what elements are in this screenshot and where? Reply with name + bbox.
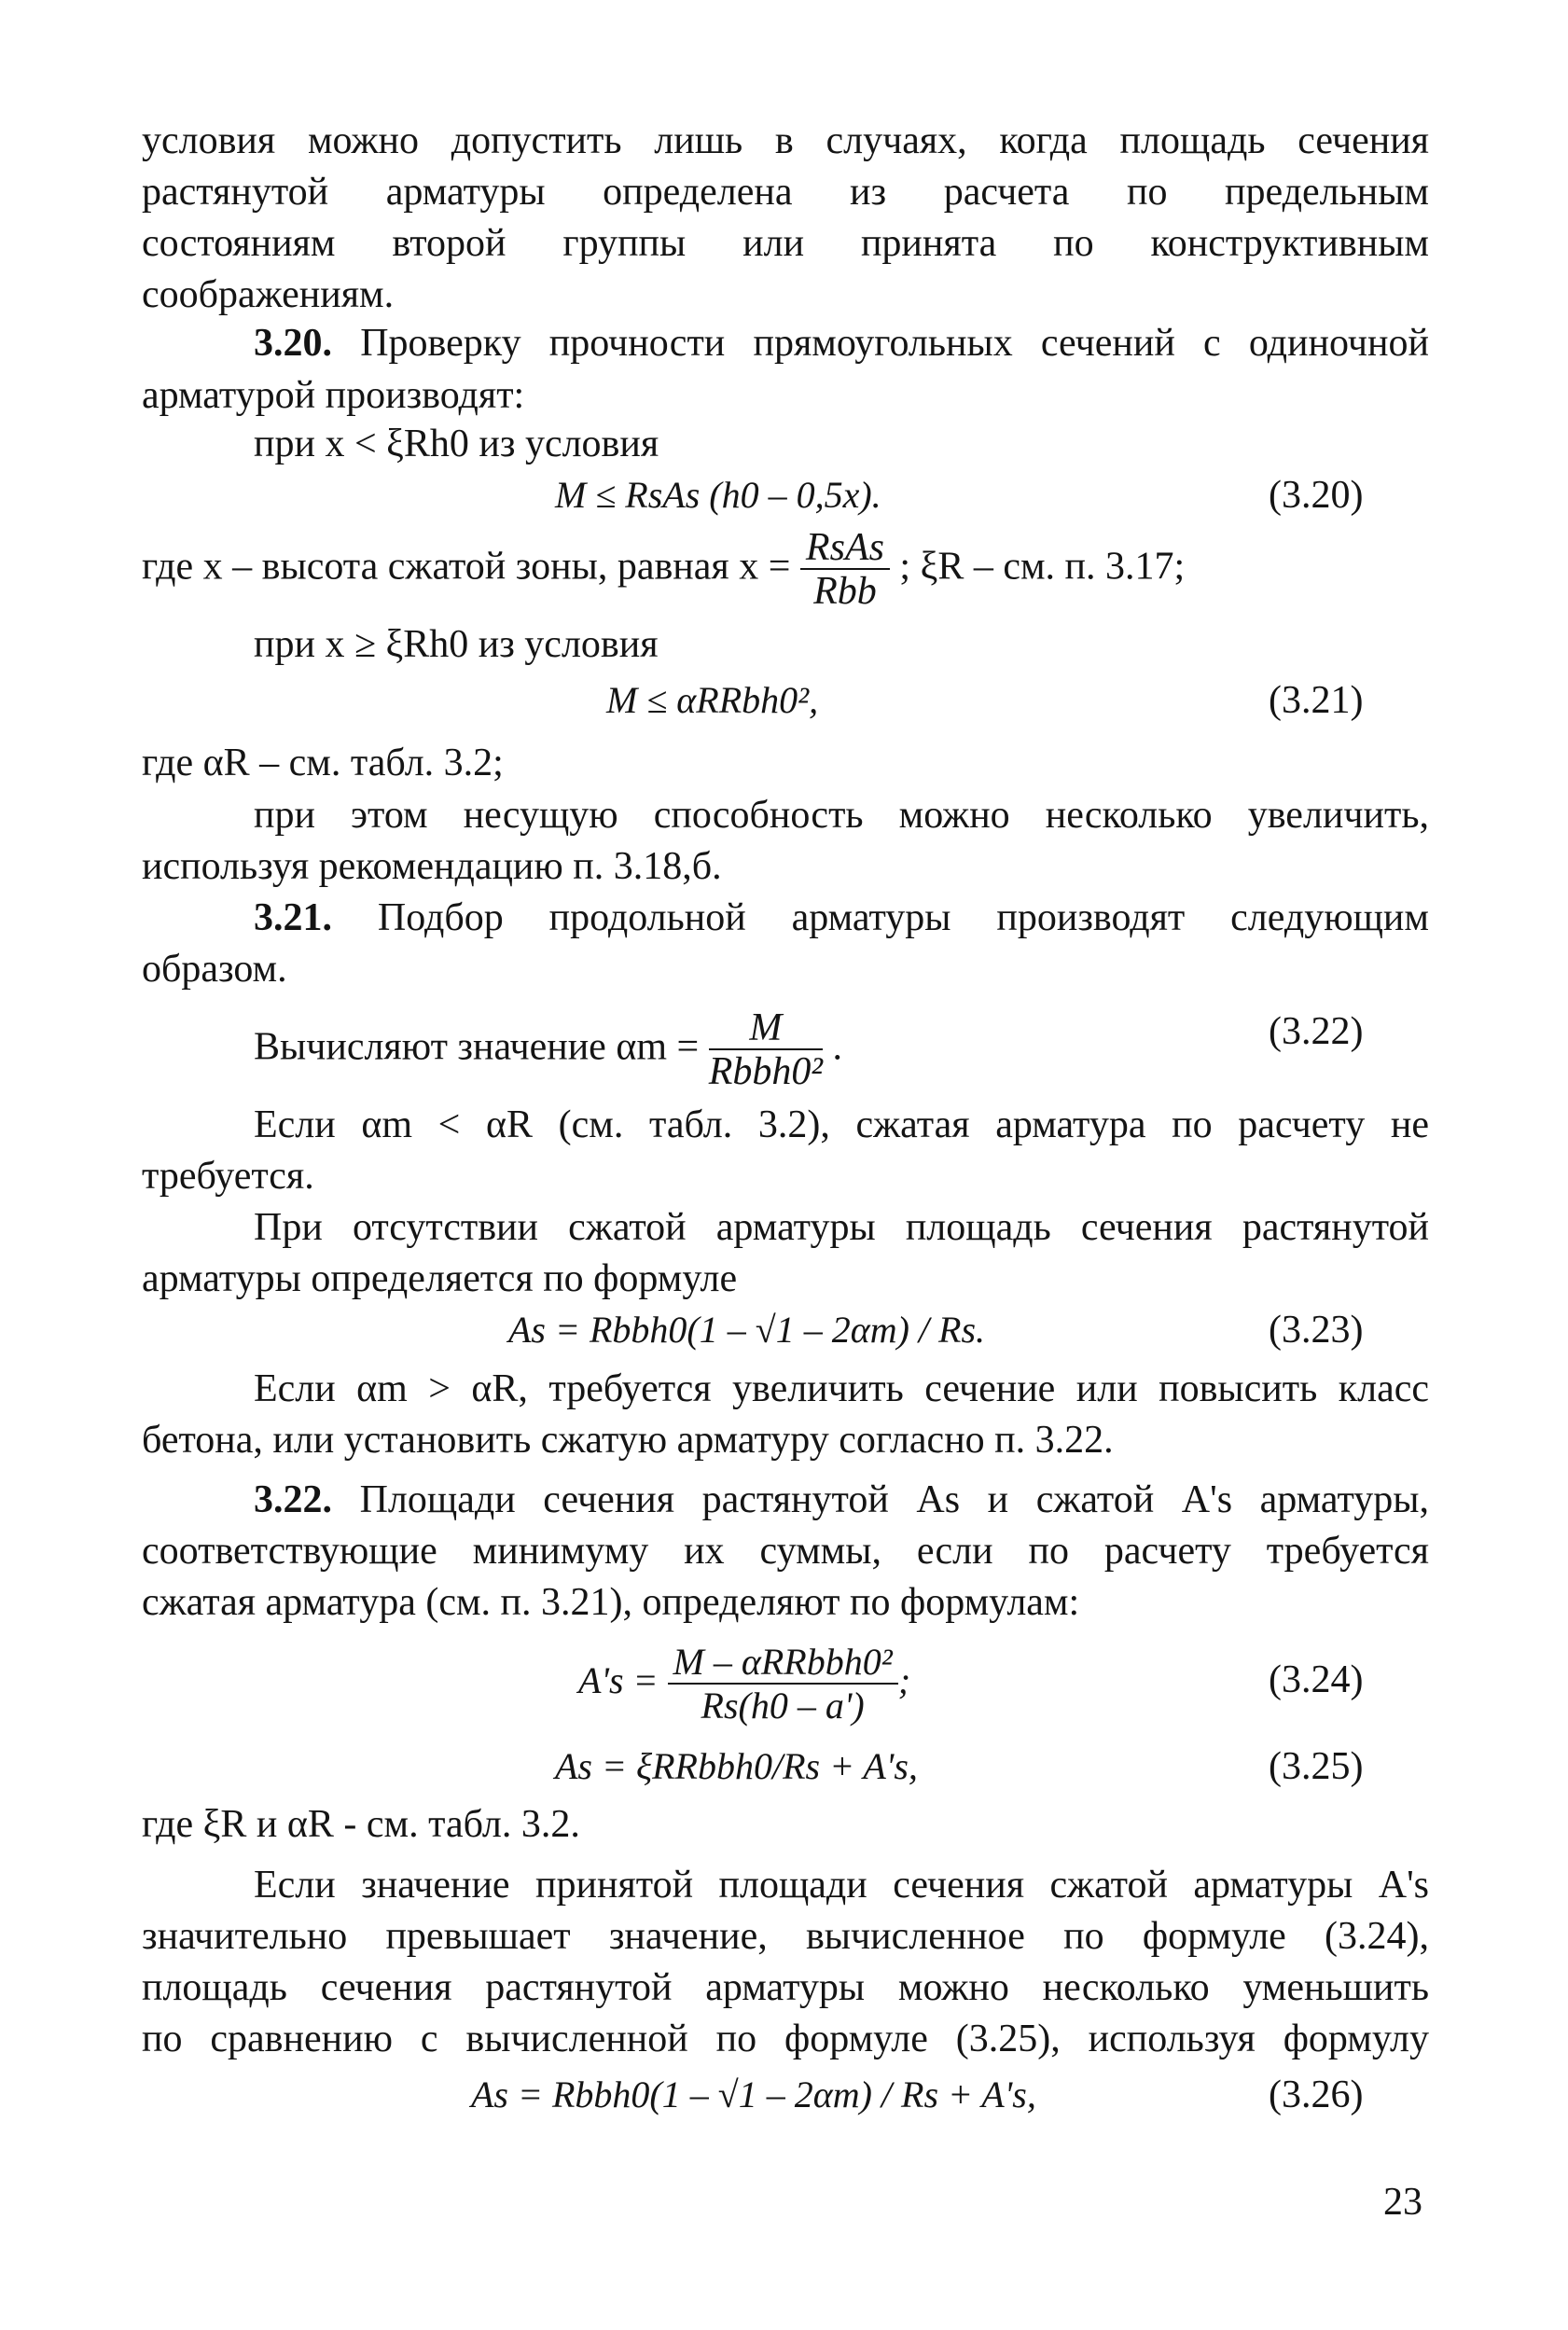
- equation-number-3-21: (3.21): [1269, 679, 1364, 722]
- condition-1: при x < ξRh0 из условия: [254, 423, 659, 465]
- absence-line-2: арматуры определяется по формуле: [142, 1257, 738, 1300]
- equation-number-3-22: (3.22): [1269, 1010, 1364, 1053]
- if-alpha-less-line-1: Если αm < αR (см. табл. 3.2), сжатая арматура по расчету не: [254, 1103, 1429, 1146]
- formula-3-24: A's = $\frac{\text{M – αRRbbh0²}}{Rs(h0 - a')}$ ;: [578, 1641, 911, 1727]
- fraction-3-24: $\frac{\text{M – αRRbbh0²}}{Rs(h0 - a')}$: [668, 1642, 898, 1727]
- section-3-20-heading: 3.20. Проверку прочности прямоугольных сечений с одиночной: [254, 322, 1429, 365]
- formula-3-21: M ≤ αRRbh0²,: [606, 679, 819, 721]
- formula-3-25: As = ξRRbbh0/Rs + A's,: [555, 1745, 918, 1787]
- if-alpha-greater-line-1: Если αm > αR, требуется увеличить сечение или повысить класс: [254, 1367, 1429, 1410]
- absence-line-1: При отсутствии сжатой арматуры площадь сечения растянутой: [254, 1206, 1429, 1249]
- bearing-line-2: используя рекомендацию п. 3.18,б.: [142, 845, 722, 888]
- where-xi-alpha-line: где ξR и αR - см. табл. 3.2.: [142, 1803, 580, 1846]
- bearing-line-1: при этом несущую способность можно несколько увеличить,: [254, 794, 1429, 837]
- section-number: 3.22.: [254, 1478, 332, 1521]
- fraction-alpha-m: $\frac{M}{\text{Rbbh0²}}$: [708, 1006, 823, 1093]
- formula-3-26: As = Rbbh0(1 – √1 – 2αm) / Rs + A's,: [471, 2073, 1036, 2115]
- equation-number-3-24: (3.24): [1269, 1658, 1364, 1701]
- equation-number-3-20: (3.20): [1269, 474, 1364, 517]
- section-3-22-line-2: соответствующие минимуму их суммы, если по расчету требуется: [142, 1530, 1429, 1573]
- equation-number-3-23: (3.23): [1269, 1309, 1364, 1352]
- intro-line-4: соображениям.: [142, 273, 395, 316]
- section-number: 3.21.: [254, 896, 332, 939]
- formula-3-23: As = Rbbh0(1 – √1 – 2αm) / Rs.: [508, 1309, 986, 1351]
- section-3-21-heading: 3.21. Подбор продольной арматуры производят следующим: [254, 896, 1429, 939]
- where-alpha-line: где αR – см. табл. 3.2;: [142, 742, 504, 784]
- section-3-20-line-2: арматурой производят:: [142, 374, 525, 417]
- if-alpha-greater-line-2: бетона, или установить сжатую арматуру согласно п. 3.22.: [142, 1419, 1114, 1462]
- formula-3-20: M ≤ RsAs (h0 – 0,5x).: [555, 474, 881, 516]
- equation-number-3-25: (3.25): [1269, 1745, 1364, 1788]
- paragraph-line-1: Если значение принятой площади сечения сжатой арматуры A's: [254, 1864, 1429, 1907]
- equation-number-3-26: (3.26): [1269, 2073, 1364, 2116]
- section-3-21-line-2: образом.: [142, 948, 287, 991]
- alpha-m-line: Вычисляют значение αm = $\frac{M}{\text{Rbbh0²}}$ .: [254, 1006, 842, 1093]
- section-3-22-line-3: сжатая арматура (см. п. 3.21), определяют по формулам:: [142, 1581, 1080, 1624]
- paragraph-line-2: значительно превышает значение, вычисленное по формуле (3.24),: [142, 1915, 1429, 1958]
- intro-line-1: условия можно допустить лишь в случаях, когда площадь сечения: [142, 119, 1429, 162]
- fraction-x: $\frac{\text{RsAs}}{\text{Rbb}}$: [800, 527, 890, 613]
- paragraph-line-3: площадь сечения растянутой арматуры можно несколько уменьшить: [142, 1966, 1429, 2009]
- condition-2: при x ≥ ξRh0 из условия: [254, 623, 659, 666]
- page-number: 23: [1383, 2181, 1422, 2224]
- section-3-22-heading: 3.22. Площади сечения растянутой As и сжатой A's арматуры,: [254, 1478, 1429, 1521]
- if-alpha-less-line-2: требуется.: [142, 1155, 314, 1198]
- intro-line-2: растянутой арматуры определена из расчета по предельным: [142, 171, 1429, 214]
- section-number: 3.20.: [254, 322, 332, 365]
- where-x-line: где x – высота сжатой зоны, равная x = $\frac{\text{RsAs}}{\text{Rbb}}$ ; ξR – см. п. 3.17;: [142, 526, 1186, 613]
- intro-line-3: состояниям второй группы или принята по конструктивным: [142, 222, 1429, 265]
- paragraph-line-4: по сравнению с вычисленной по формуле (3.25), используя формулу: [142, 2018, 1429, 2060]
